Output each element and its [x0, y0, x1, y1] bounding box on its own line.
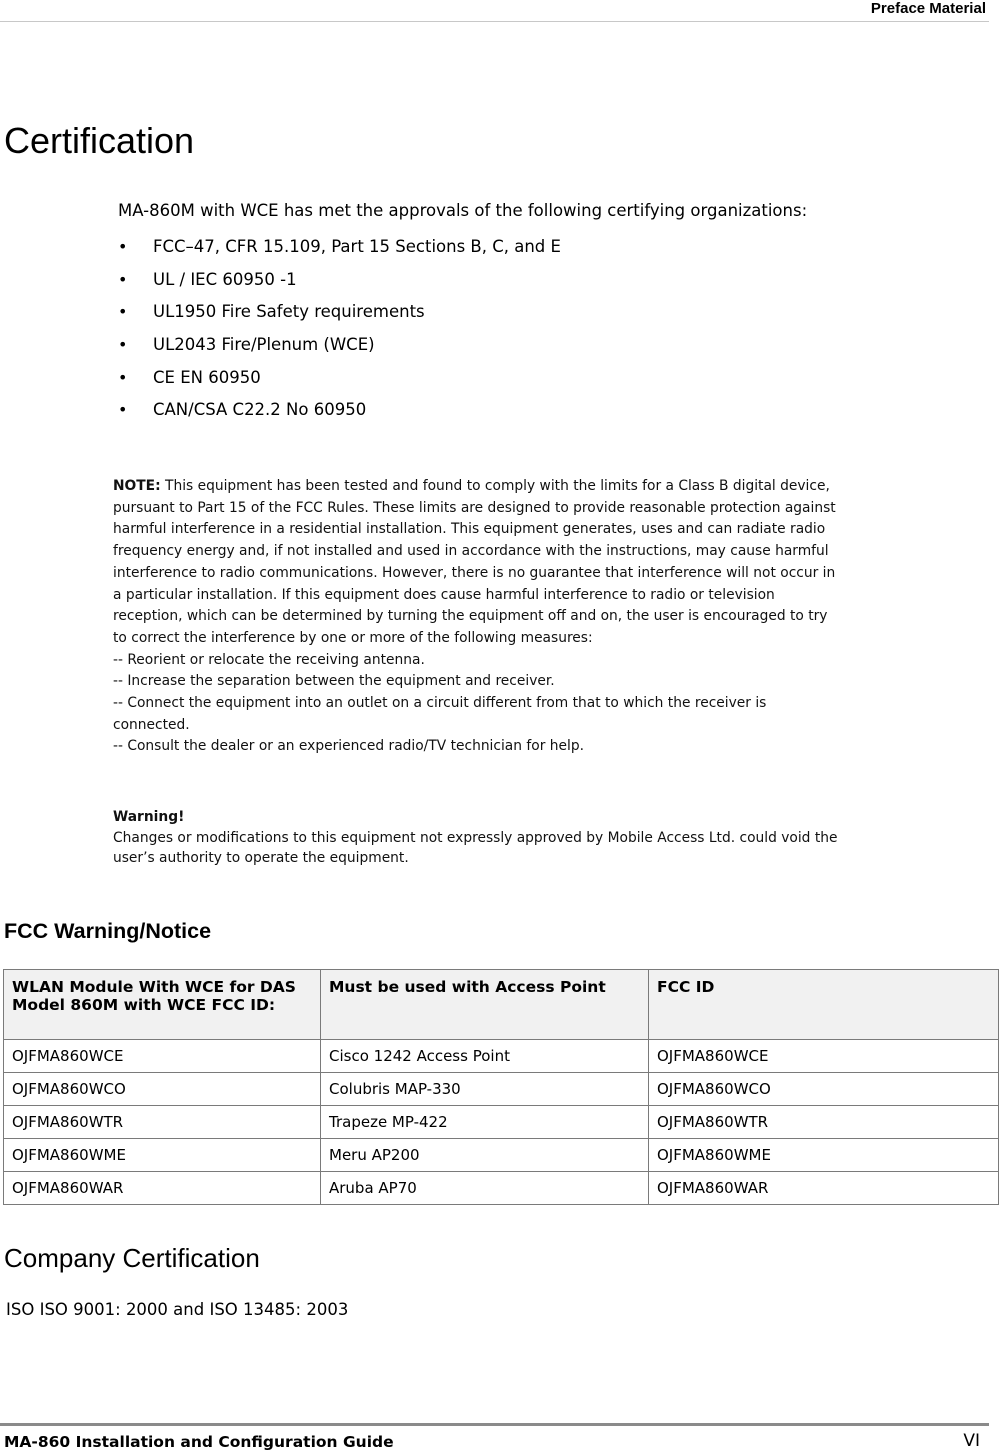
- table-row: [4, 1106, 999, 1139]
- page-number: VI: [963, 1431, 980, 1451]
- column-header: WLAN Module With WCE for DAS Model 860M with WCE FCC ID:: [4, 970, 321, 1040]
- table-header-row: [4, 970, 999, 1040]
- note-label: NOTE:: [113, 478, 161, 494]
- note-line-text: This equipment has been tested and found to comply with the limits for a Class B digital device,: [160, 478, 830, 494]
- table-cell: OJFMA860WCO: [649, 1073, 999, 1106]
- table-cell: Colubris MAP-330: [321, 1073, 649, 1106]
- note-line: -- Connect the equipment into an outlet on a circuit different from that to which the receiver is: [113, 695, 767, 712]
- table-cell: OJFMA860WME: [4, 1139, 321, 1172]
- fcc-note-block: [113, 476, 883, 758]
- warning-label: Warning!: [113, 809, 185, 825]
- list-item: • UL2043 Fire/Plenum (WCE): [118, 331, 561, 364]
- note-line: harmful interference in a residential installation. This equipment generates, uses and can radiate radio: [113, 521, 826, 538]
- note-line: pursuant to Part 15 of the FCC Rules. These limits are designed to provide reasonable protection against: [113, 499, 836, 516]
- table-cell: OJFMA860WTR: [4, 1106, 321, 1139]
- table-row: [4, 1040, 999, 1073]
- header-title: Preface Material: [870, 0, 986, 17]
- warning-block: [113, 807, 883, 869]
- note-line: connected.: [113, 716, 190, 733]
- table-cell: OJFMA860WCO: [4, 1073, 321, 1106]
- page-header: [0, 0, 989, 22]
- table-cell: OJFMA860WCE: [4, 1040, 321, 1073]
- list-item: • UL1950 Fire Safety requirements: [118, 298, 561, 331]
- note-line: to correct the interference by one or more of the following measures:: [113, 629, 593, 646]
- iso-text: ISO ISO 9001: 2000 and ISO 13485: 2003: [6, 1300, 349, 1319]
- company-certification-heading: Company Certification: [4, 1243, 260, 1273]
- footer-title: MA-860 Installation and Configuration Guide: [4, 1433, 394, 1451]
- note-line: interference to radio communications. However, there is no guarantee that interference will not occur in: [113, 564, 836, 581]
- fcc-heading: FCC Warning/Notice: [4, 919, 212, 943]
- list-item: • CAN/CSA C22.2 No 60950: [118, 396, 561, 429]
- list-item: • CE EN 60950: [118, 364, 561, 397]
- table-cell: OJFMA860WTR: [649, 1106, 999, 1139]
- fcc-table: [3, 969, 999, 1205]
- note-line: a particular installation. If this equipment does cause harmful interference to radio or television: [113, 586, 775, 603]
- certification-heading: Certification: [4, 120, 195, 161]
- table-cell: Trapeze MP-422: [321, 1106, 649, 1139]
- warning-line: Changes or modifications to this equipment not expressly approved by Mobile Access Ltd. could void the: [113, 829, 838, 846]
- table-row: [4, 1073, 999, 1106]
- note-line: -- Increase the separation between the equipment and receiver.: [113, 673, 555, 690]
- note-line: reception, which can be determined by turning the equipment off and on, the user is encouraged to try: [113, 608, 828, 625]
- certification-intro: MA-860M with WCE has met the approvals of the following certifying organizations:: [118, 201, 808, 220]
- table-row: [4, 1172, 999, 1205]
- table-cell: Aruba AP70: [321, 1172, 649, 1205]
- table-cell: OJFMA860WME: [649, 1139, 999, 1172]
- warning-line: user’s authority to operate the equipment.: [113, 850, 409, 866]
- note-line: -- Consult the dealer or an experienced radio/TV technician for help.: [113, 738, 584, 755]
- table-cell: Meru AP200: [321, 1139, 649, 1172]
- table-row: [4, 1139, 999, 1172]
- certification-list: [118, 233, 561, 429]
- table-cell: OJFMA860WCE: [649, 1040, 999, 1073]
- table-cell: Cisco 1242 Access Point: [321, 1040, 649, 1073]
- note-line: [113, 476, 883, 498]
- list-item: • FCC–47, CFR 15.109, Part 15 Sections B, C, and E: [118, 233, 561, 266]
- column-header: Must be used with Access Point: [321, 970, 649, 1040]
- note-line: -- Reorient or relocate the receiving antenna.: [113, 651, 425, 668]
- footer-divider: [0, 1423, 989, 1426]
- note-line: frequency energy and, if not installed and used in accordance with the instructions, may cause harmful: [113, 543, 829, 560]
- table-cell: OJFMA860WAR: [649, 1172, 999, 1205]
- column-header: FCC ID: [649, 970, 999, 1040]
- list-item: • UL / IEC 60950 -1: [118, 266, 561, 299]
- table-cell: OJFMA860WAR: [4, 1172, 321, 1205]
